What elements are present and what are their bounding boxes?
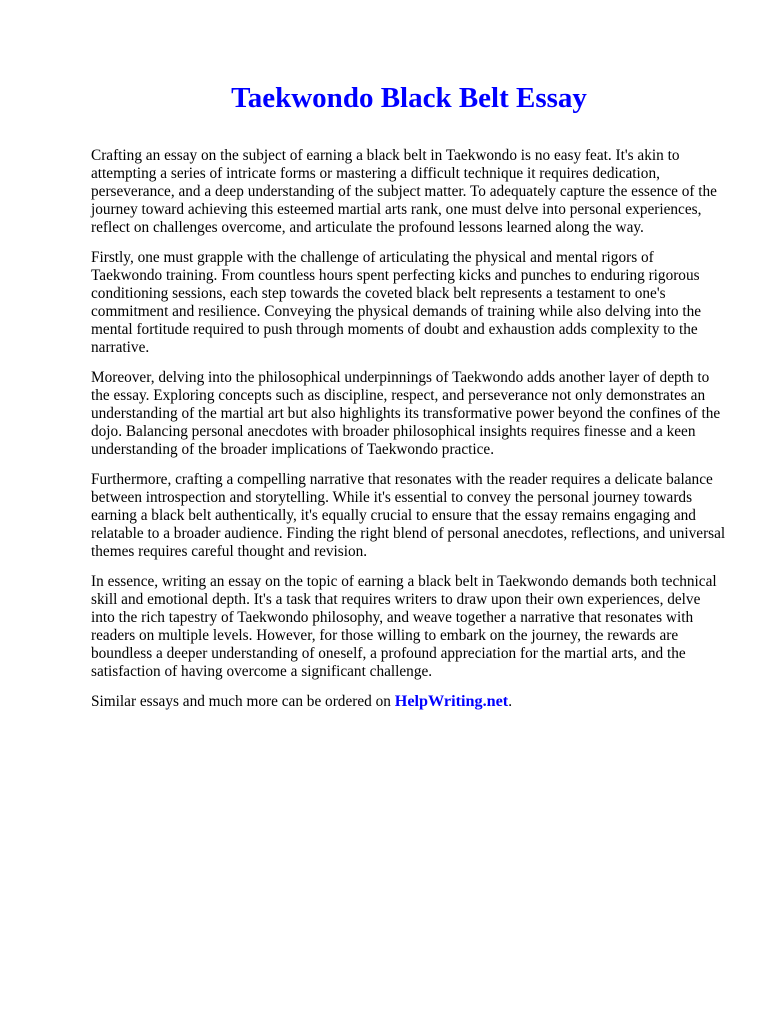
paragraph-2: Firstly, one must grapple with the challenge of articulating the physical and mental rigors of Taekwondo training. From countless hours spent perfecting kicks and punches to enduring rigorous conditioning sessions, each step towards the coveted black belt represents a testament to one's commitment and resilience. Conveying the physical demands of training while also delving into the mental fortitude required to push through moments of doubt and exhaustion adds complexity to the narrative. [91,249,702,356]
footer-suffix: . [508,693,513,711]
footer-prefix: Similar essays and much more can be ordered on [91,693,395,711]
essay-body [91,147,727,724]
paragraph-1: Crafting an essay on the subject of earning a black belt in Taekwondo is no easy feat. It's akin to attempting a series of intricate forms or mastering a difficult technique it requires dedication, perseverance, and a deep understanding of the subject matter. To adequately capture the essence of the journey toward achieving this esteemed martial arts rank, one must delve into personal experiences, reflect on challenges overcome, and articulate the profound lessons learned along the way. [91,147,717,236]
helpwriting-link[interactable]: HelpWriting.net [394,692,509,711]
paragraph-5: In essence, writing an essay on the topic of earning a black belt in Taekwondo demands both technical skill and emotional depth. It's a task that requires writers to draw upon their own experiences, delve into the rich tapestry of Taekwondo philosophy, and weave together a narrative that resonates with readers on multiple levels. However, for those willing to embark on the journey, the rewards are boundless a deeper understanding of oneself, a profound appreciation for the martial arts, and the satisfaction of having overcome a significant challenge. [91,573,717,680]
page-title: Taekwondo Black Belt Essay [231,82,587,114]
paragraph-3: Moreover, delving into the philosophical underpinnings of Taekwondo adds another layer of depth to the essay. Exploring concepts such as discipline, respect, and perseverance not only demonstrates an understanding of the martial art but also highlights its transformative power beyond the confines of the dojo. Balancing personal anecdotes with broader philosophical insights requires finesse and a keen understanding of the broader implications of Taekwondo practice. [91,369,721,458]
footer-note [91,693,727,711]
paragraph-4: Furthermore, crafting a compelling narrative that resonates with the reader requires a delicate balance between introspection and storytelling. While it's essential to convey the personal journey towards earning a black belt authentically, it's equally crucial to ensure that the essay remains engaging and relatable to a broader audience. Finding the right blend of personal anecdotes, reflections, and universal themes requires careful thought and revision. [91,471,726,560]
